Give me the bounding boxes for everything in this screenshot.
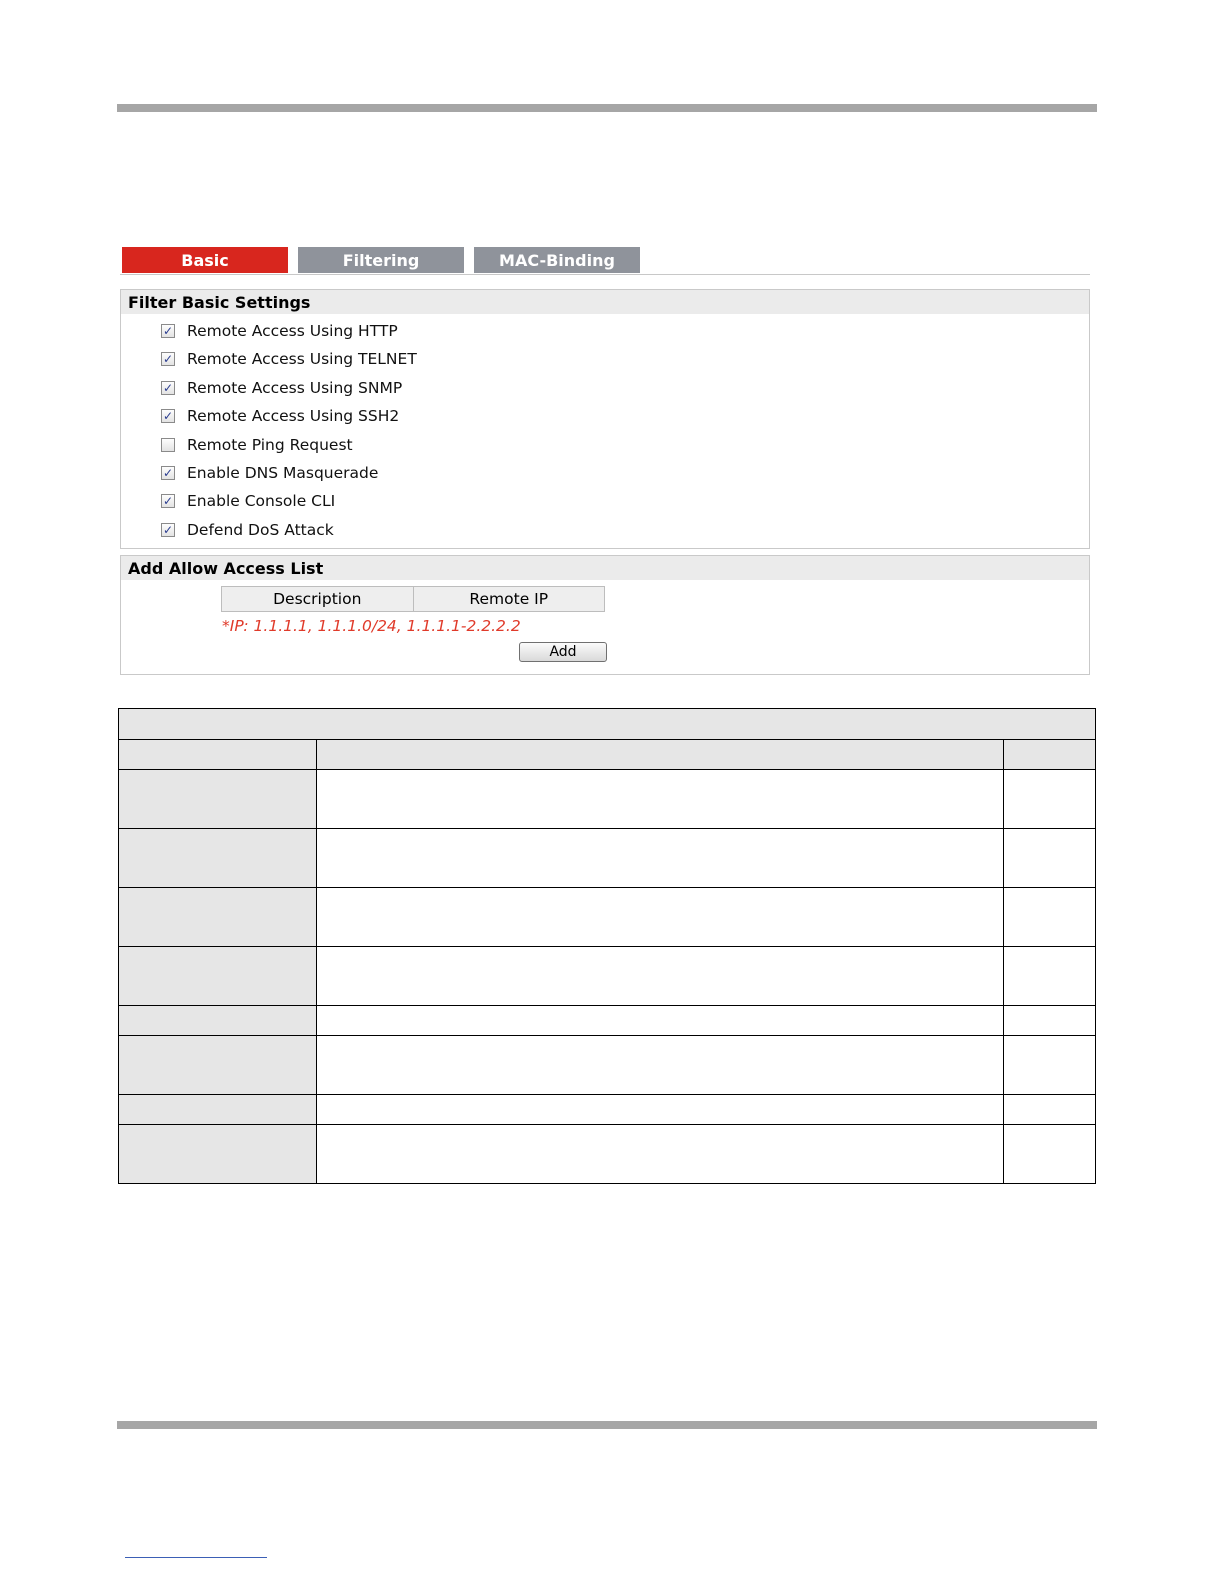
table-rule bbox=[118, 946, 1096, 947]
filter-basic-settings-panel bbox=[120, 289, 1090, 549]
check-row-ssh2 bbox=[161, 406, 399, 426]
check-row-http bbox=[161, 321, 398, 341]
table-rule bbox=[118, 1183, 1096, 1184]
check-row-dos bbox=[161, 520, 334, 540]
table-rule bbox=[1095, 708, 1096, 1184]
check-label-ping: Remote Ping Request bbox=[187, 436, 353, 454]
access-list-header bbox=[221, 586, 605, 612]
check-label-console: Enable Console CLI bbox=[187, 492, 336, 510]
table-rule bbox=[316, 739, 317, 1184]
header-rule bbox=[117, 104, 1097, 112]
tab-mac-binding[interactable]: MAC-Binding bbox=[474, 247, 640, 273]
table-rule bbox=[118, 769, 1096, 770]
table-rule bbox=[118, 739, 1096, 740]
checkbox-ssh2[interactable]: ✓ bbox=[162, 409, 174, 423]
table-row-7-label bbox=[118, 1094, 316, 1124]
table-rule bbox=[118, 828, 1096, 829]
table-rule bbox=[118, 1124, 1096, 1125]
table-row-6-label bbox=[118, 1035, 316, 1094]
checkbox-telnet[interactable]: ✓ bbox=[162, 352, 174, 366]
table-row-8-label bbox=[118, 1124, 316, 1183]
table-rule bbox=[118, 887, 1096, 888]
check-label-snmp: Remote Access Using SNMP bbox=[187, 379, 403, 397]
check-row-console bbox=[161, 491, 335, 511]
checkbox-dns[interactable]: ✓ bbox=[162, 466, 174, 480]
table-row-5-label bbox=[118, 1005, 316, 1035]
check-label-ssh2: Remote Access Using SSH2 bbox=[187, 407, 400, 425]
checkbox-http[interactable]: ✓ bbox=[162, 324, 174, 338]
column-description: Description bbox=[221, 586, 414, 612]
ip-format-hint: *IP: 1.1.1.1, 1.1.1.0/24, 1.1.1.1-2.2.2.2 bbox=[222, 617, 521, 635]
table-rule bbox=[118, 1094, 1096, 1095]
tab-filtering[interactable]: Filtering bbox=[298, 247, 464, 273]
table-rule bbox=[118, 1005, 1096, 1006]
tab-divider bbox=[120, 274, 1090, 275]
table-rule bbox=[118, 1035, 1096, 1036]
allow-access-list-title: Add Allow Access List bbox=[121, 556, 1089, 580]
table-header-row bbox=[118, 739, 1096, 769]
filter-basic-settings-title: Filter Basic Settings bbox=[121, 290, 1089, 314]
table-row-4-label bbox=[118, 946, 316, 1005]
check-label-dns: Enable DNS Masquerade bbox=[187, 464, 379, 482]
table-rule bbox=[118, 708, 119, 1184]
checkbox-snmp[interactable]: ✓ bbox=[162, 381, 174, 395]
check-label-telnet: Remote Access Using TELNET bbox=[187, 350, 417, 368]
table-row-2-label bbox=[118, 828, 316, 887]
checkbox-dos[interactable]: ✓ bbox=[162, 523, 174, 537]
check-row-snmp bbox=[161, 378, 402, 398]
tab-basic[interactable]: Basic bbox=[122, 247, 288, 273]
checkbox-console[interactable]: ✓ bbox=[162, 494, 174, 508]
check-row-ping bbox=[161, 435, 353, 455]
table-rule bbox=[1003, 739, 1004, 1184]
footer-rule bbox=[117, 1421, 1097, 1429]
allow-access-list-panel bbox=[120, 555, 1090, 675]
checkbox-ping[interactable] bbox=[161, 438, 175, 452]
check-row-dns bbox=[161, 463, 378, 483]
table-row-3-label bbox=[118, 887, 316, 946]
check-label-dos: Defend DoS Attack bbox=[187, 521, 334, 539]
add-button[interactable]: Add bbox=[519, 642, 607, 662]
footer-link-underline[interactable] bbox=[125, 1557, 267, 1558]
column-remote-ip: Remote IP bbox=[414, 586, 606, 612]
check-row-telnet bbox=[161, 349, 417, 369]
table-rule bbox=[118, 708, 1096, 709]
check-label-http: Remote Access Using HTTP bbox=[187, 322, 398, 340]
table-row-1-label bbox=[118, 769, 316, 828]
parameter-table bbox=[118, 708, 1096, 1184]
table-title-cell bbox=[118, 708, 1096, 739]
